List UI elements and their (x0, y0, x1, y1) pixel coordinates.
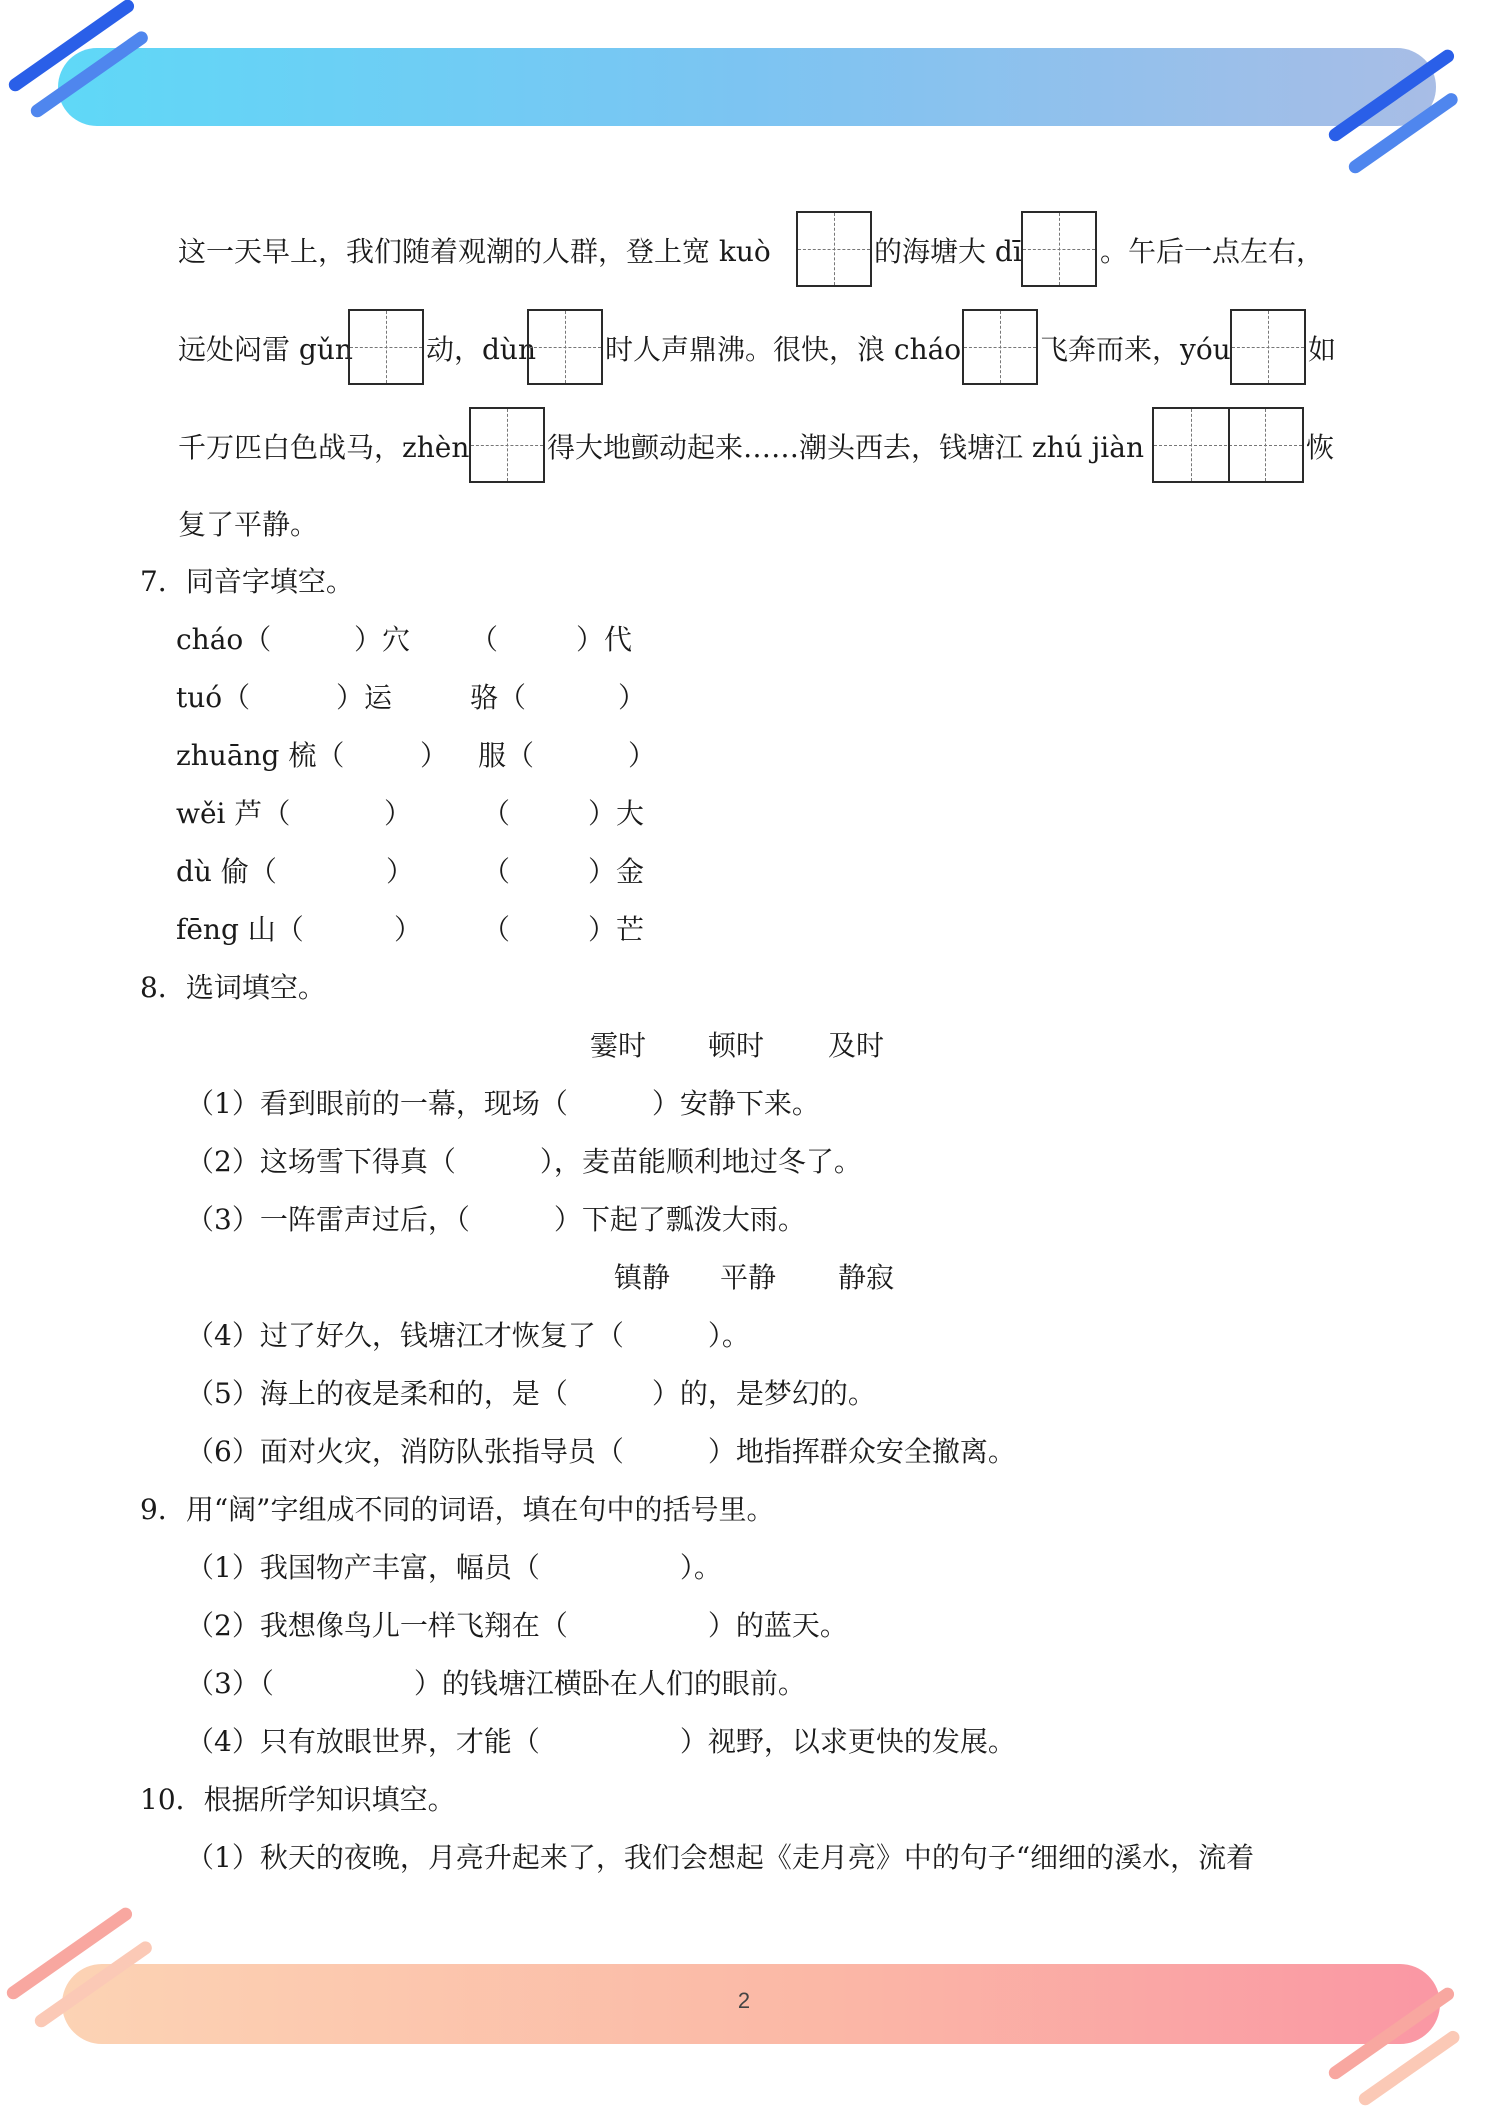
passage-text: 复了平静。 (178, 508, 319, 541)
q7-text: ） (618, 681, 647, 714)
q8-item: （3）一阵雷声过后，（ ）下起了瓢泼大雨。 (186, 1203, 806, 1236)
passage-text: 得大地颤动起来……潮头西去，钱塘江 zhú jiàn (547, 431, 1144, 464)
q7-text: dù 偷（ (176, 855, 277, 888)
writing-grid[interactable] (527, 309, 603, 385)
q8-item: （6）面对火灾，消防队张指导员（ ）地指挥群众安全撤离。 (186, 1435, 1016, 1468)
word-choice: 平静 (720, 1261, 777, 1294)
passage-text: 动，dùn (426, 333, 536, 366)
writing-grid-double[interactable] (1152, 407, 1304, 483)
q7-text: （ (482, 913, 511, 946)
q8-item: （5）海上的夜是柔和的，是（ ）的，是梦幻的。 (186, 1377, 876, 1410)
q7-text: ） (420, 739, 449, 772)
word-choice: 霎时 (590, 1029, 647, 1062)
q7-text: （ (482, 855, 511, 888)
q7-text: 服（ (478, 739, 535, 772)
q7-text: （ (470, 623, 499, 656)
writing-grid[interactable] (1230, 309, 1306, 385)
question-7-title: 7．同音字填空。 (140, 565, 354, 598)
word-choice: 静寂 (838, 1261, 895, 1294)
passage-text: 飞奔而来，yóu (1040, 333, 1231, 366)
q7-text: ） (394, 913, 423, 946)
q7-text: cháo（ (176, 623, 272, 656)
q10-item: （1）秋天的夜晚，月亮升起来了，我们会想起《走月亮》中的句子“细细的溪水，流着 (186, 1841, 1255, 1874)
q8-item: （4）过了好久，钱塘江才恢复了（ ）。 (186, 1319, 750, 1352)
writing-grid[interactable] (962, 309, 1038, 385)
q7-text: ）代 (576, 623, 633, 656)
word-choice: 镇静 (614, 1261, 671, 1294)
word-choice: 顿时 (708, 1029, 765, 1062)
q7-text: ） (384, 797, 413, 830)
page-number: 2 (737, 1988, 751, 2013)
passage-text: 。午后一点左右， (1100, 235, 1325, 268)
q7-text: ） (386, 855, 415, 888)
q7-text: ）运 (336, 681, 393, 714)
writing-grid[interactable] (1021, 211, 1097, 287)
q9-item: （4）只有放眼世界，才能（ ）视野，以求更快的发展。 (186, 1725, 1016, 1758)
q9-item: （1）我国物产丰富，幅员（ ）。 (186, 1551, 722, 1584)
q7-text: zhuāng 梳（ (176, 739, 345, 772)
writing-grid[interactable] (796, 211, 872, 287)
q7-text: fēng 山（ (176, 913, 304, 946)
writing-grid[interactable] (469, 407, 545, 483)
question-8-title: 8．选词填空。 (140, 971, 326, 1004)
header-banner (58, 48, 1436, 126)
q9-item: （2）我想像鸟儿一样飞翔在（ ）的蓝天。 (186, 1609, 848, 1642)
word-choice: 及时 (828, 1029, 885, 1062)
q8-item: （1）看到眼前的一幕，现场（ ）安静下来。 (186, 1087, 820, 1120)
question-10-title: 10．根据所学知识填空。 (140, 1783, 456, 1816)
passage-text: 的海塘大 dī (874, 235, 1022, 268)
passage-text: 如 (1308, 333, 1337, 366)
passage-text: 远处闷雷 gǔn (178, 333, 353, 366)
q7-text: 骆（ (470, 681, 527, 714)
q8-item: （2）这场雪下得真（ ），麦苗能顺利地过冬了。 (186, 1145, 862, 1178)
q7-text: ）大 (588, 797, 645, 830)
writing-grid[interactable] (348, 309, 424, 385)
q7-text: wěi 芦（ (176, 797, 291, 830)
q7-text: （ (482, 797, 511, 830)
passage-text: 恢 (1306, 431, 1335, 464)
q7-text: ）芒 (588, 913, 645, 946)
passage-text: 这一天早上，我们随着观潮的人群，登上宽 kuò (178, 235, 771, 268)
passage-text: 千万匹白色战马，zhèn (178, 431, 470, 464)
q7-text: ） (628, 739, 657, 772)
q9-item: （3）（ ）的钱塘江横卧在人们的眼前。 (186, 1667, 806, 1700)
question-9-title: 9．用“阔”字组成不同的词语，填在句中的括号里。 (140, 1493, 775, 1526)
passage-text: 时人声鼎沸。很快，浪 cháo (605, 333, 962, 366)
q7-text: tuó（ (176, 681, 251, 714)
q7-text: ）金 (588, 855, 645, 888)
q7-text: ）穴 (354, 623, 411, 656)
